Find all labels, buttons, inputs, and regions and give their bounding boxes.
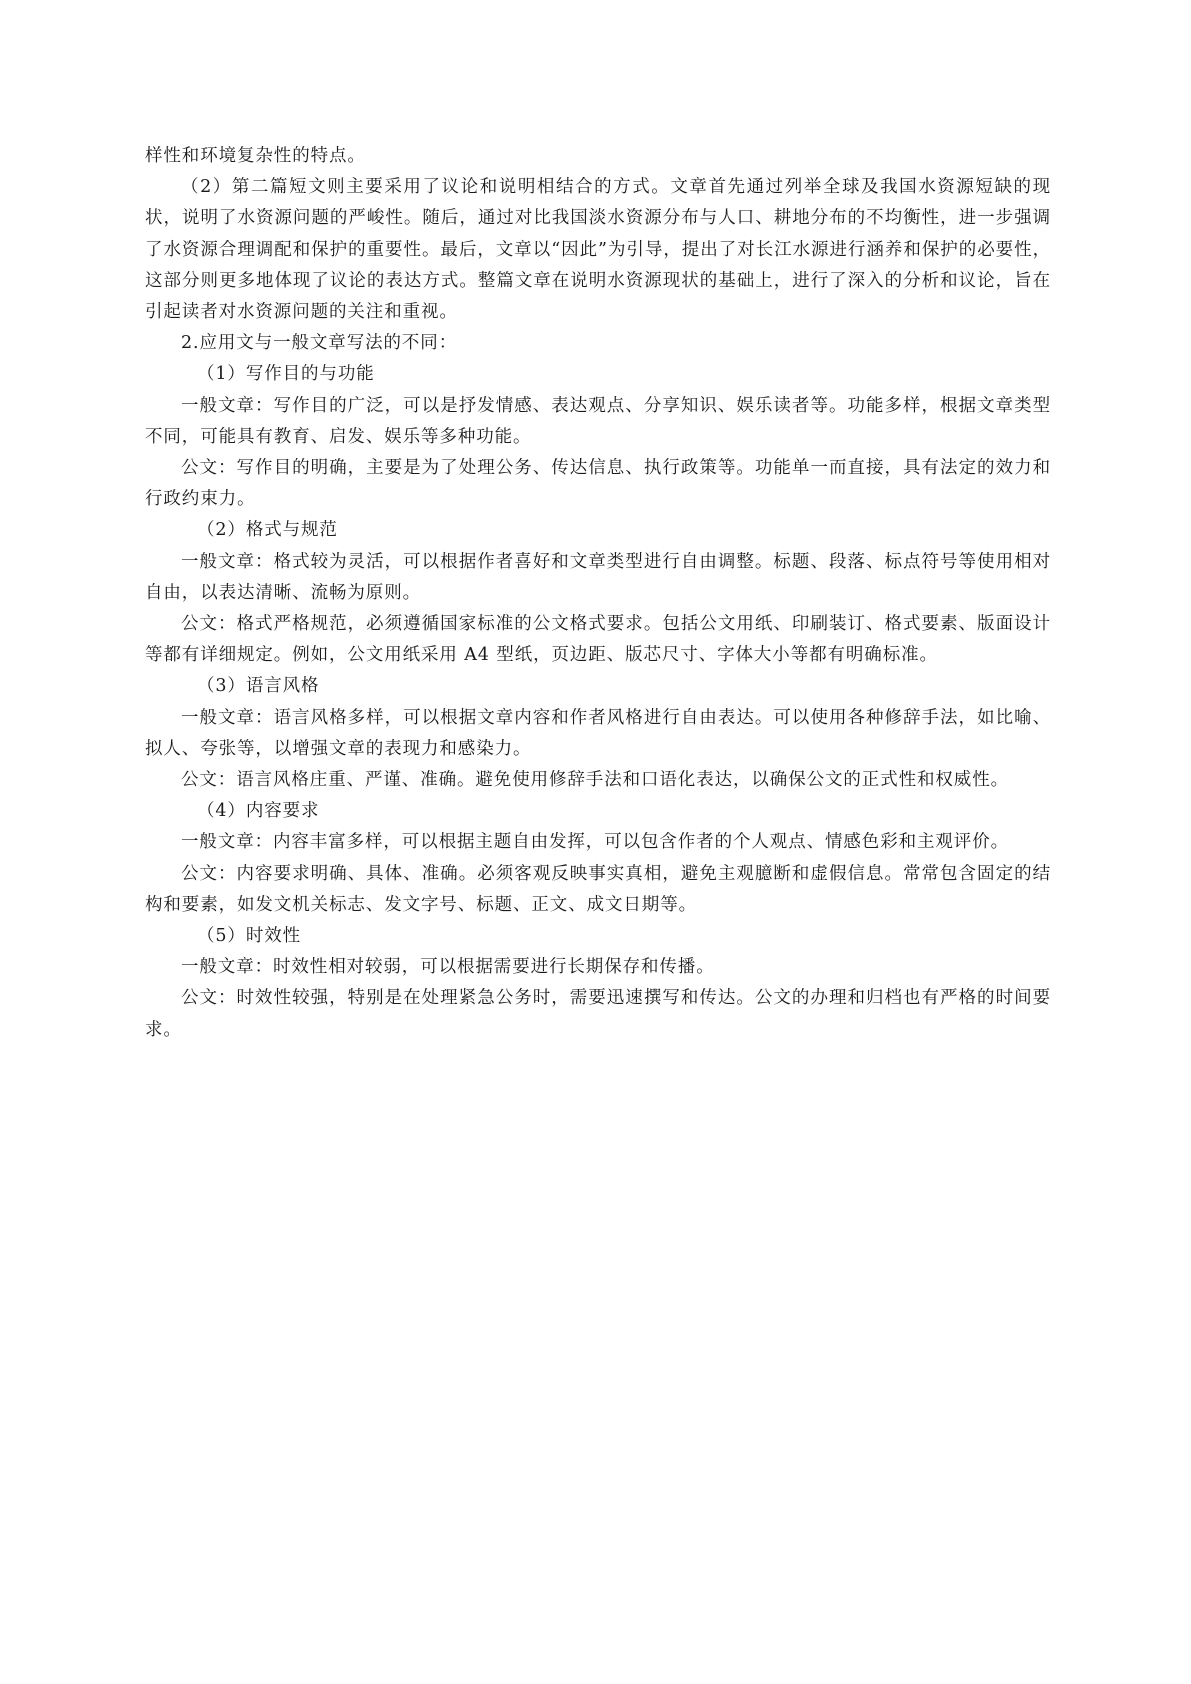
subheading-content-requirements: （4）内容要求 xyxy=(197,801,320,822)
paragraph-continuation: 样性和环境复杂性的特点。 xyxy=(145,146,366,166)
paragraph-general-language: 一般文章：语言风格多样，可以根据文章内容和作者风格进行自由表达。可以使用各种修辞手法，如比喻、拟人、夸张等，以增强文章的表现力和感染力。 xyxy=(145,707,1051,759)
paragraph-general-purpose: 一般文章：写作目的广泛，可以是抒发情感、表达观点、分享知识、娱乐读者等。功能多样，根据文章类型不同，可能具有教育、启发、娱乐等多种功能。 xyxy=(145,395,1051,447)
paragraph-official-language: 公文：语言风格庄重、严谨、准确。避免使用修辞手法和口语化表达，以确保公文的正式性和权威性。 xyxy=(181,770,1009,791)
paragraph-general-timeliness: 一般文章：时效性相对较弱，可以根据需要进行长期保存和传播。 xyxy=(181,957,715,978)
paragraph-second-essay-analysis: （2）第二篇短文则主要采用了议论和说明相结合的方式。文章首先通过列举全球及我国水资源短缺的现状，说明了水资源问题的严峻性。随后，通过对比我国淡水资源分布与人口、耕地分布的不均衡性，进一步强调了水资源合理调配和保护的重要性。最后，文章以“因此”为引导，提出了对长江水源进行涵养和保护的必要性，这部分则更多地体现了议论的表达方式。整篇文章在说明水资源现状的基础上，进行了深入的分析和议论，旨在引起读者对水资源问题的关注和重视。 xyxy=(145,177,1051,323)
paragraph-official-timeliness: 公文：时效性较强，特别是在处理紧急公务时，需要迅速撰写和传达。公文的办理和归档也有严格的时间要求。 xyxy=(145,988,1051,1040)
subheading-purpose-function: （1）写作目的与功能 xyxy=(197,364,375,385)
document-body xyxy=(145,141,1051,1046)
paragraph-general-format: 一般文章：格式较为灵活，可以根据作者喜好和文章类型进行自由调整。标题、段落、标点符号等使用相对自由，以表达清晰、流畅为原则。 xyxy=(145,551,1051,603)
paragraph-general-content: 一般文章：内容丰富多样，可以根据主题自由发挥，可以包含作者的个人观点、情感色彩和主观评价。 xyxy=(181,832,1009,853)
subheading-timeliness: （5）时效性 xyxy=(197,926,302,947)
subheading-language-style: （3）语言风格 xyxy=(197,676,320,697)
paragraph-official-purpose: 公文：写作目的明确，主要是为了处理公务、传达信息、执行政策等。功能单一而直接，具有法定的效力和行政约束力。 xyxy=(145,458,1051,510)
paragraph-official-content: 公文：内容要求明确、具体、准确。必须客观反映事实真相，避免主观臆断和虚假信息。常常包含固定的结构和要素，如发文机关标志、发文字号、标题、正文、成文日期等。 xyxy=(145,863,1051,915)
section-heading-differences: 2.应用文与一般文章写法的不同： xyxy=(181,333,458,354)
subheading-format-norms: （2）格式与规范 xyxy=(197,520,338,541)
paragraph-official-format: 公文：格式严格规范，必须遵循国家标准的公文格式要求。包括公文用纸、印刷装订、格式要素、版面设计等都有详细规定。例如，公文用纸采用 A4 型纸，页边距、版芯尺寸、字体大小等都有明确标准。 xyxy=(145,614,1051,666)
